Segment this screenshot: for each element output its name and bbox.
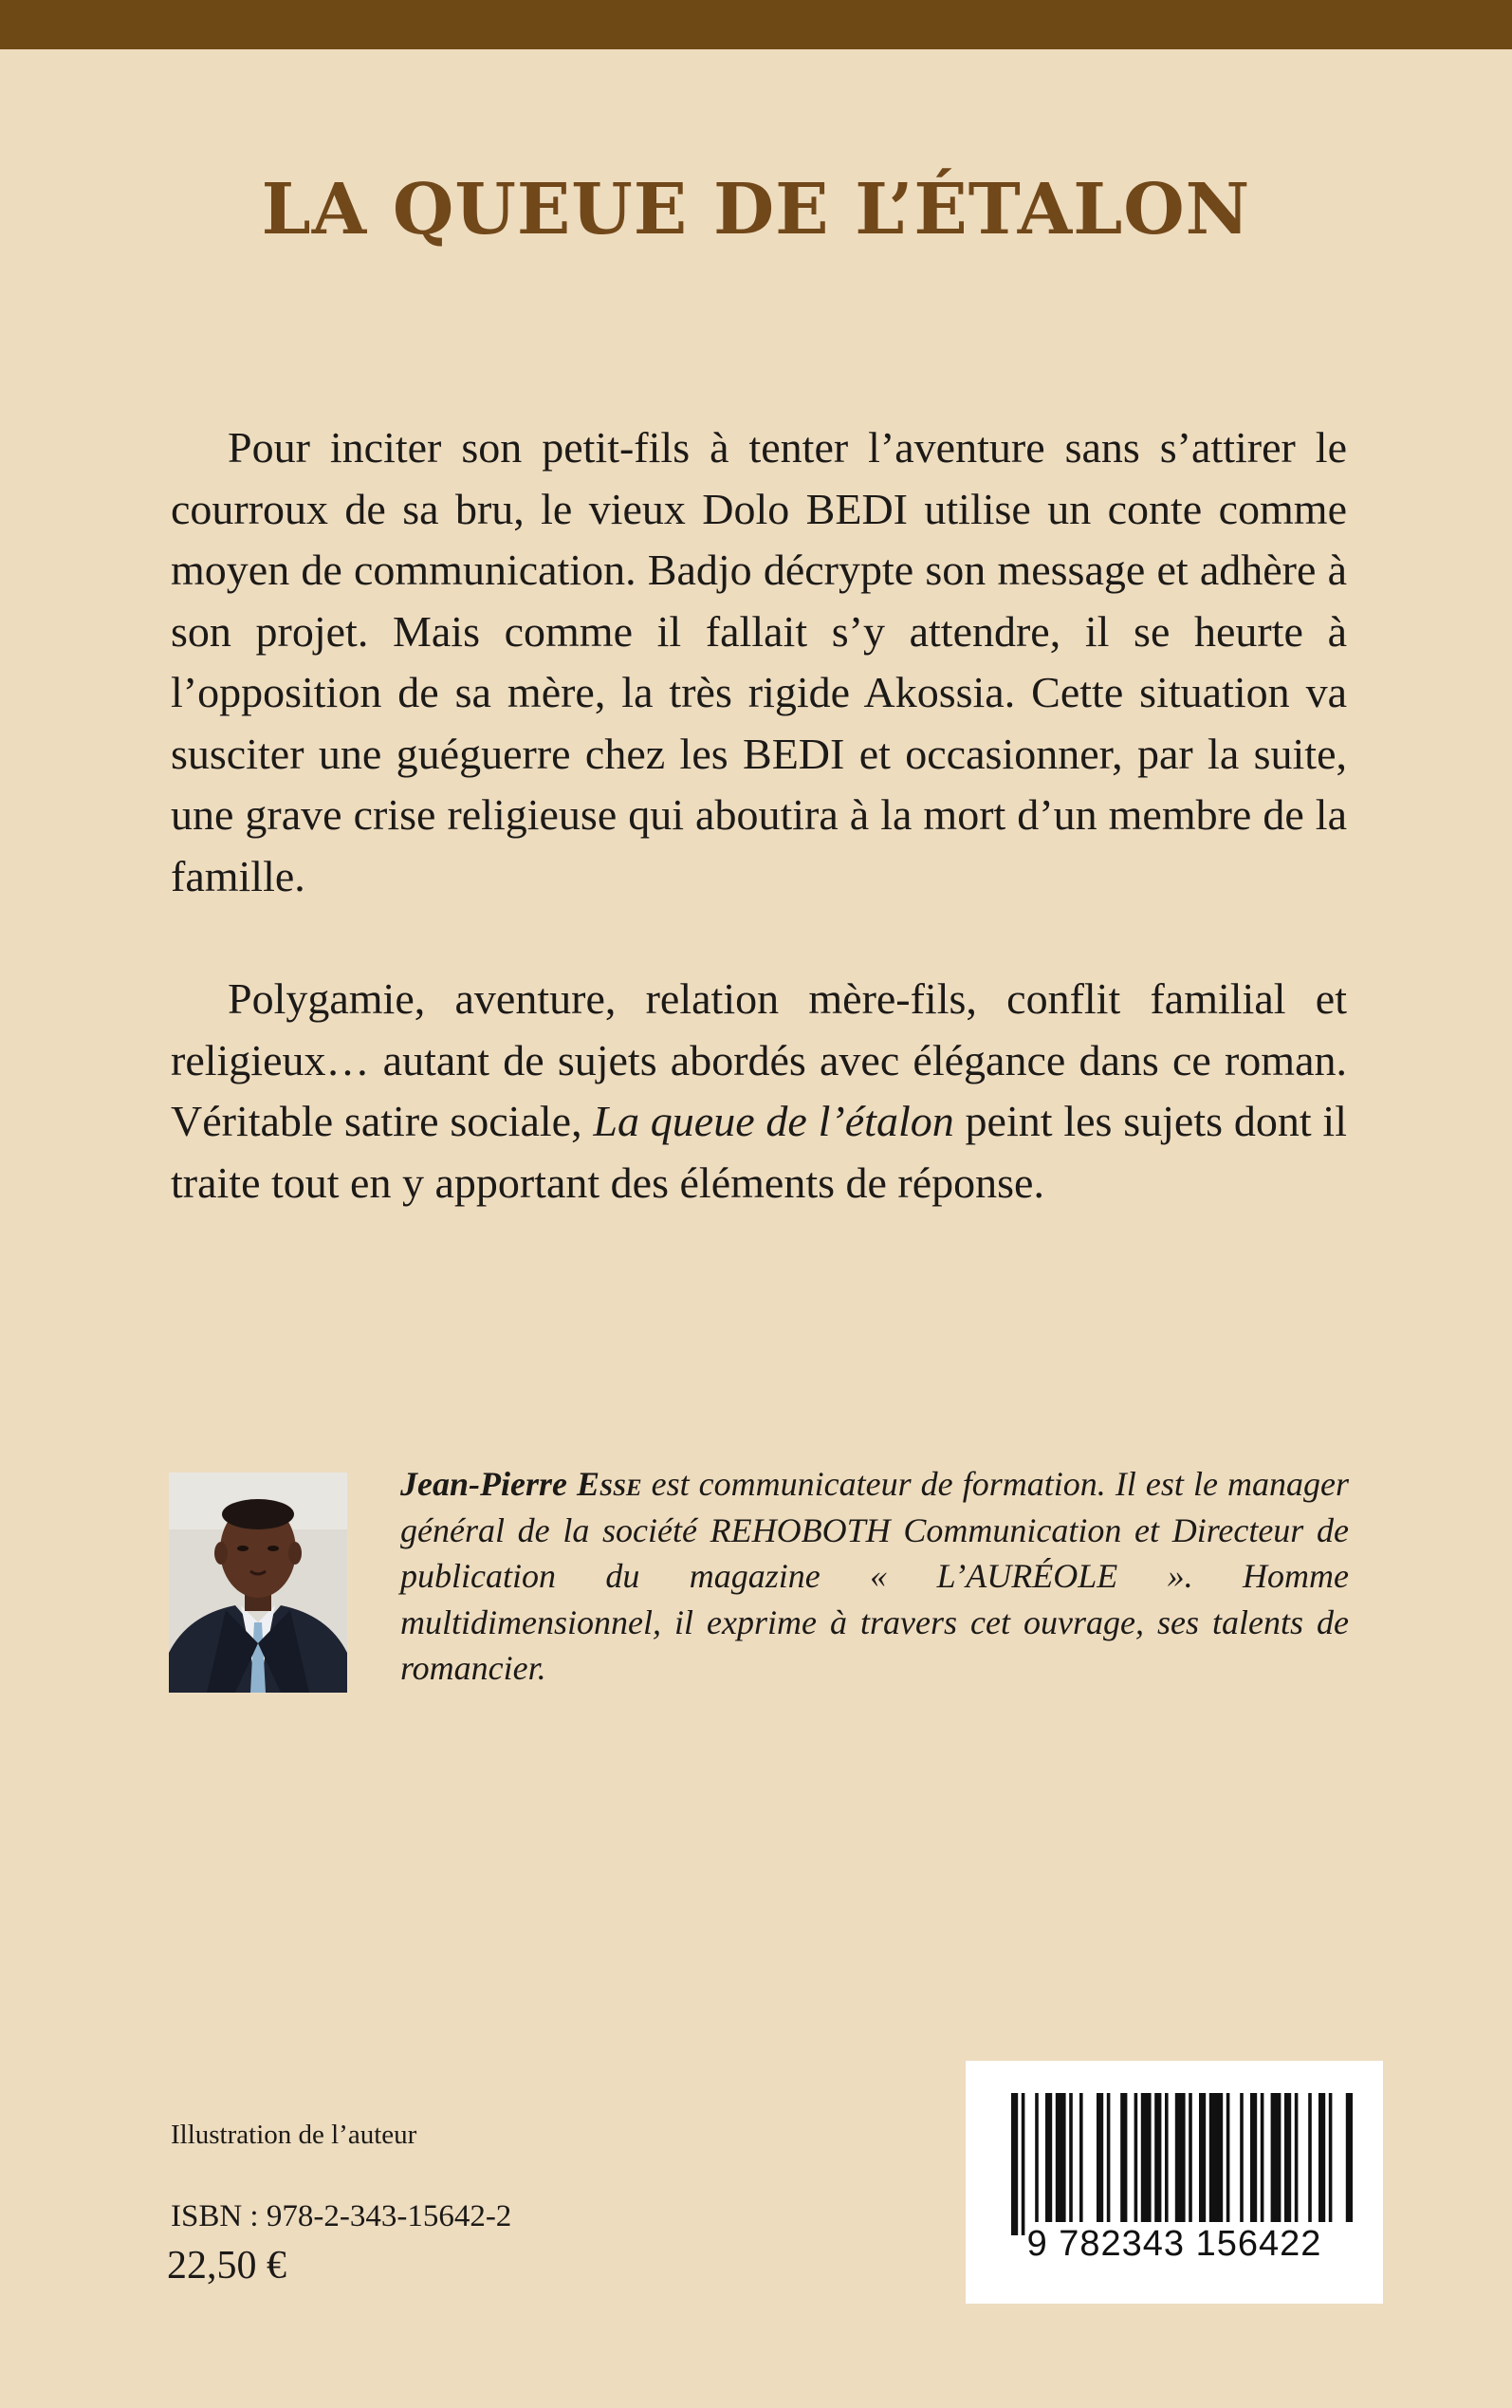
synopsis (171, 417, 1347, 1275)
barcode-bar (1308, 2093, 1312, 2222)
barcode-bar (1035, 2093, 1039, 2222)
barcode-bar (1141, 2093, 1152, 2222)
barcode-bar (1079, 2093, 1083, 2222)
barcode-bar (1056, 2093, 1066, 2222)
author-first-name: Jean-Pierre (400, 1465, 578, 1503)
barcode-bar (1175, 2093, 1186, 2222)
barcode (966, 2061, 1383, 2304)
author-bio (400, 1461, 1349, 1692)
barcode-bar (1120, 2093, 1127, 2222)
barcode-bar (1097, 2093, 1103, 2222)
barcode-bar (1346, 2093, 1353, 2222)
barcode-bars (966, 2061, 1383, 2304)
barcode-bar (1318, 2093, 1325, 2222)
price: 22,50 € (167, 2244, 286, 2288)
synopsis-paragraph-2-end: peint les sujets dont il traite tout en y apportant des éléments de réponse. (171, 1097, 1347, 1207)
barcode-bar (1165, 2093, 1169, 2222)
author-portrait-image (169, 1473, 347, 1693)
barcode-bar (1271, 2093, 1282, 2222)
barcode-bar (1069, 2093, 1073, 2222)
barcode-bar (1189, 2093, 1192, 2222)
author-photo (169, 1473, 347, 1693)
barcode-bar (1295, 2093, 1299, 2222)
barcode-digits: 9 782343 156422 (1026, 2224, 1322, 2264)
barcode-bar (1209, 2093, 1223, 2222)
barcode-bar (1240, 2093, 1244, 2222)
isbn: ISBN : 978-2-343-15642-2 (171, 2199, 512, 2233)
synopsis-paragraph-2-start: Polygamie, aventure, relation mère-fils, conflit familial et religieux… autant de sujets abordés avec élégance dans ce roman. Véritable satire sociale, (171, 974, 1347, 1145)
book-title-italic: La queue de l’étalon (593, 1097, 954, 1145)
barcode-bar (1284, 2093, 1291, 2222)
barcode-bar (1261, 2093, 1264, 2222)
barcode-bar (1250, 2093, 1257, 2222)
synopsis-paragraph-2 (171, 969, 1347, 1213)
barcode-bar (1045, 2093, 1052, 2222)
barcode-bar (1154, 2093, 1161, 2222)
author-last-name: Esse (577, 1465, 642, 1503)
barcode-bar (1022, 2093, 1025, 2235)
synopsis-paragraph-1: Pour inciter son petit-fils à tenter l’aventure sans s’attirer le courroux de sa bru, le vieux Dolo BEDI utilise un conte comme moyen de communication. Badjo décrypte son message et adhère à son projet. Mais comme il fallait s’y attendre, il se heurte à l’opposition de sa mère, la très rigide Akossia. Cette situation va susciter une guéguerre chez les BEDI et occasionner, par la suite, une grave crise religieuse qui aboutira à la mort d’un membre de la famille. (171, 423, 1347, 900)
author-bio-text: est communicateur de formation. Il est le manager général de la société REHOBOTH Communication et Directeur de publication du magazine « L’AURÉOLE ». Homme multidimensionnel, il exprime à travers cet ouvrage, ses talents de romancier. (400, 1465, 1349, 1687)
barcode-bar (1107, 2093, 1111, 2222)
barcode-bar (1134, 2093, 1138, 2222)
barcode-bar (1011, 2093, 1018, 2235)
book-title: LA QUEUE DE L’ÉTALON (261, 169, 1251, 250)
barcode-bar (1329, 2093, 1333, 2222)
top-color-band (0, 0, 1512, 49)
illustration-credit: Illustration de l’auteur (171, 2120, 417, 2150)
barcode-bar (1199, 2093, 1206, 2222)
barcode-bar (1226, 2093, 1230, 2222)
